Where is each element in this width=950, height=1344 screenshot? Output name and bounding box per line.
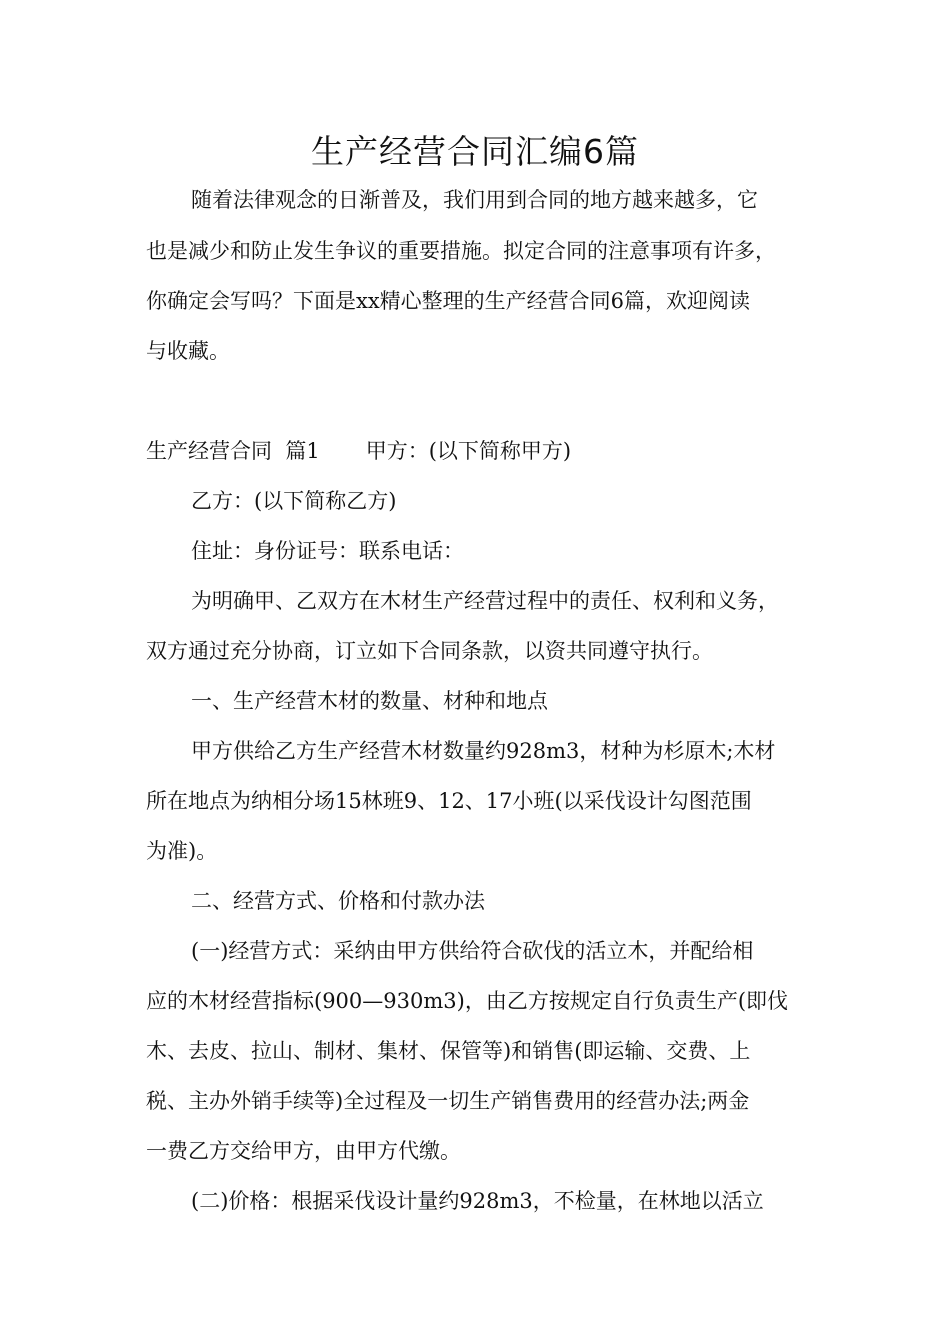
clause-2-sub1-line-4: 税、主办外销手续等)全过程及一切生产销售费用的经营办法;两金 xyxy=(146,1089,750,1113)
party-b-label: 乙方：(以下简称乙方) xyxy=(191,489,397,513)
section-heading-row xyxy=(146,436,571,466)
clause-2-sub1-line-5: 一费乙方交给甲方，由甲方代缴。 xyxy=(146,1139,461,1163)
section-heading: 生产经营合同 篇1 xyxy=(146,439,320,463)
clause-2-sub2-line-1: (二)价格：根据采伐设计量约928m3，不检量，在林地以活立 xyxy=(191,1189,764,1213)
clause-1-line-1: 甲方供给乙方生产经营木材数量约928m3，材种为杉原木;木材 xyxy=(191,739,776,763)
document-title: 生产经营合同汇编6篇 xyxy=(311,132,639,171)
clause-1-line-3: 为准)。 xyxy=(146,839,218,863)
preamble-line-1: 为明确甲、乙双方在木材生产经营过程中的责任、权利和义务， xyxy=(191,589,779,613)
party-a-label: 甲方：(以下简称甲方) xyxy=(365,439,572,463)
clause-2-sub1-line-2: 应的木材经营指标(900—930m3)，由乙方按规定自行负责生产(即伐 xyxy=(146,989,789,1013)
intro-line-2: 也是减少和防止发生争议的重要措施。拟定合同的注意事项有许多， xyxy=(146,239,776,263)
clause-1-title: 一、生产经营木材的数量、材种和地点 xyxy=(191,689,548,713)
address-line: 住址：身份证号：联系电话： xyxy=(191,539,464,563)
clause-1-line-2: 所在地点为纳相分场15林班9、12、17小班(以采伐设计勾图范围 xyxy=(146,789,752,813)
clause-2-sub1-line-1: (一)经营方式：采纳由甲方供给符合砍伐的活立木，并配给相 xyxy=(191,939,754,963)
clause-2-title: 二、经营方式、价格和付款办法 xyxy=(191,889,485,913)
clause-2-sub1-line-3: 木、去皮、拉山、制材、集材、保管等)和销售(即运输、交费、上 xyxy=(146,1039,751,1063)
preamble-line-2: 双方通过充分协商，订立如下合同条款，以资共同遵守执行。 xyxy=(146,639,713,663)
intro-line-1: 随着法律观念的日渐普及，我们用到合同的地方越来越多，它 xyxy=(191,188,758,212)
intro-line-3: 你确定会写吗？下面是xx精心整理的生产经营合同6篇，欢迎阅读 xyxy=(146,289,751,313)
intro-line-4: 与收藏。 xyxy=(146,339,230,363)
